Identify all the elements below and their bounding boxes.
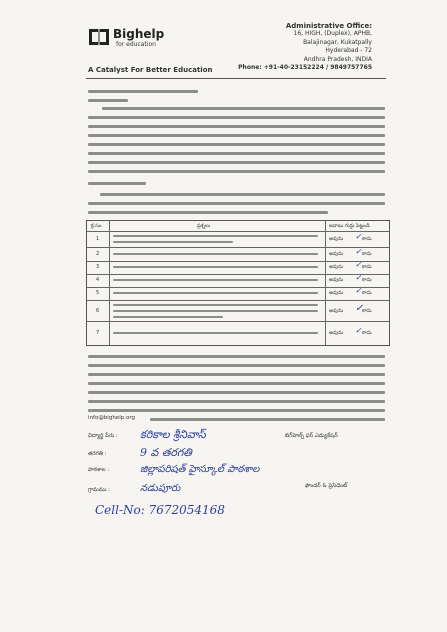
answer-yes: అవును <box>329 236 344 242</box>
row-number: 7 <box>96 330 100 336</box>
label-school: పాఠశాల : <box>88 467 110 473</box>
answer-no: కాదు <box>362 330 372 336</box>
bighelp-logo-icon <box>88 26 110 48</box>
tick-mark: ✓ <box>355 273 362 282</box>
row-number: 1 <box>96 236 100 242</box>
brand-subtitle: for education <box>116 41 156 48</box>
answer-no: కాదు <box>362 264 372 270</box>
office-line: Andhra Pradesh, INDIA <box>303 55 372 63</box>
answer-no: కాదు <box>362 290 372 296</box>
tick-mark: ✓ <box>355 286 362 295</box>
label-village: గ్రామము : <box>88 487 111 493</box>
office-address <box>222 22 372 72</box>
office-line: Hyderabad - 72 <box>325 47 372 55</box>
office-title: Administrative Office: <box>285 22 372 30</box>
handwritten-class: 9 వ తరగతి <box>140 446 192 459</box>
office-phone: Phone: +91-40-23152224 / 9849757765 <box>238 64 372 72</box>
office-line: Balajinagar, Kukatpally <box>303 38 372 46</box>
col-answer-header: జవాబు గుర్తు పెట్టండి <box>329 223 370 229</box>
founder-label: ఫౌండర్ & ప్రెసిడెంట్ <box>305 483 348 489</box>
answer-yes: అవును <box>329 277 344 283</box>
answer-yes: అవును <box>329 308 344 314</box>
answer-yes: అవును <box>329 251 344 257</box>
handwritten-name: కరికాల శ్రీనివాస్ <box>140 428 206 441</box>
tick-mark: ✓ <box>355 260 362 269</box>
handwritten-cell-number: Cell-No: 7672054168 <box>95 503 225 517</box>
answer-no: కాదు <box>362 277 372 283</box>
row-number: 4 <box>96 277 100 283</box>
answer-no: కాదు <box>362 251 372 257</box>
tick-mark: ✓ <box>355 326 362 335</box>
answer-yes: అవును <box>329 330 344 336</box>
col-sno-header: క్ర.సం. <box>91 223 103 229</box>
survey-table <box>86 220 390 346</box>
answer-yes: అవును <box>329 264 344 270</box>
tick-mark: ✓ <box>355 303 364 314</box>
header-divider <box>86 78 386 79</box>
label-student-name: విద్యార్థి పేరు : <box>88 433 118 439</box>
row-number: 5 <box>96 290 100 296</box>
handwritten-school: జిల్లాపరిషత్ హైస్కూల్ పాఠశాల <box>140 464 260 475</box>
tick-mark: ✓ <box>355 232 362 241</box>
signature-org-label: బిగ్‌హెల్ప్ ఫర్ ఎడ్యుకేషన్ <box>285 433 338 439</box>
tagline: A Catalyst For Better Education <box>88 66 213 74</box>
email-text: info@bighelp.org <box>88 415 135 421</box>
answer-no: కాదు <box>362 236 372 242</box>
answer-yes: అవును <box>329 290 344 296</box>
brand-name: Bighelp <box>113 27 165 41</box>
answer-no: కాదు <box>362 308 372 314</box>
label-class: తరగతి : <box>88 451 107 457</box>
row-number: 3 <box>96 264 100 270</box>
tick-mark: ✓ <box>355 247 362 256</box>
handwritten-village: నడుపూరు <box>140 483 181 494</box>
col-question-header: ప్రశ్నలు <box>197 223 211 229</box>
row-number: 2 <box>96 251 100 257</box>
office-line: 16, HIGH, (Duplex), APHB, <box>293 30 372 38</box>
row-number: 6 <box>96 308 100 314</box>
